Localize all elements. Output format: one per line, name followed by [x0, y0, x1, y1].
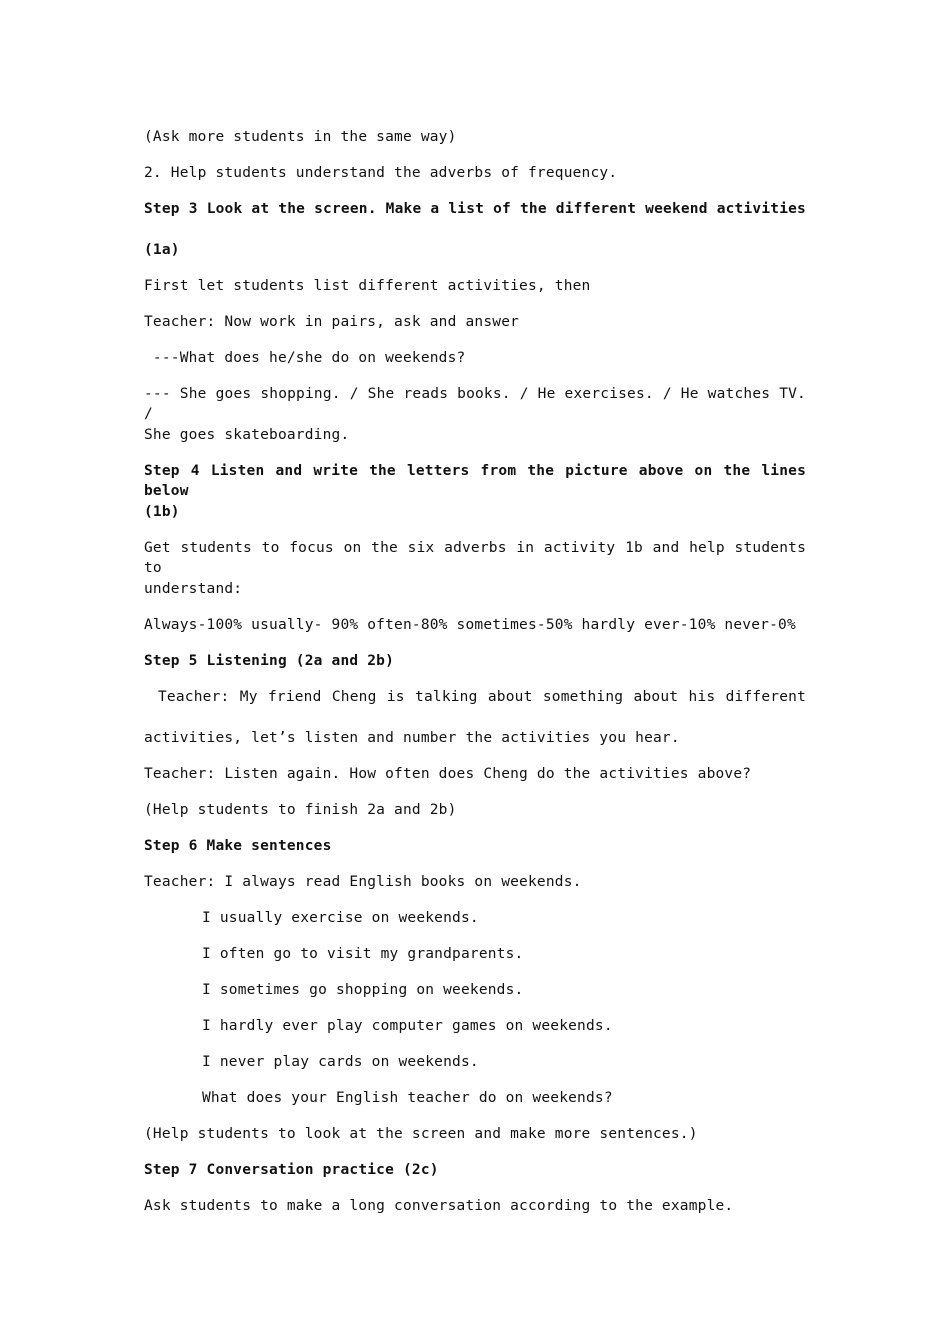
- step-heading: Step 5 Listening (2a and 2b): [144, 653, 395, 669]
- step-heading-cont: (1b): [144, 504, 180, 520]
- text-line: What does your English teacher do on weekends?: [202, 1090, 613, 1106]
- step-heading: Step 3 Look at the screen. Make a list of the different weekend activities: [144, 201, 806, 217]
- text-line: I usually exercise on weekends.: [202, 910, 479, 926]
- text-line: --- She goes shopping. / She reads books. / He exercises. / He watches TV. /: [144, 386, 806, 422]
- text-line: I sometimes go shopping on weekends.: [202, 982, 524, 998]
- text-line: Teacher: I always read English books on weekends.: [144, 874, 582, 890]
- text-line: Teacher: My friend Cheng is talking about something about his different: [158, 689, 806, 705]
- text-line: I hardly ever play computer games on weekends.: [202, 1018, 613, 1034]
- text-line: I often go to visit my grandparents.: [202, 946, 524, 962]
- text-line: understand:: [144, 581, 243, 597]
- text-line: I never play cards on weekends.: [202, 1054, 479, 1070]
- step-heading-cont: (1a): [144, 242, 180, 258]
- text-line: (Help students to finish 2a and 2b): [144, 802, 457, 818]
- text-line: 2. Help students understand the adverbs of frequency.: [144, 165, 618, 181]
- text-line: Teacher: Listen again. How often does Cheng do the activities above?: [144, 766, 752, 782]
- step-heading: Step 7 Conversation practice (2c): [144, 1162, 439, 1178]
- text-line: First let students list different activities, then: [144, 278, 591, 294]
- step-heading: Step 6 Make sentences: [144, 838, 332, 854]
- text-line: Ask students to make a long conversation according to the example.: [144, 1198, 734, 1214]
- text-line: Teacher: Now work in pairs, ask and answer: [144, 314, 520, 330]
- text-line: She goes skateboarding.: [144, 427, 350, 443]
- text-line: (Help students to look at the screen and make more sentences.): [144, 1126, 698, 1142]
- text-line: Always-100% usually- 90% often-80% sometimes-50% hardly ever-10% never-0%: [144, 617, 796, 633]
- text-line: (Ask more students in the same way): [144, 129, 457, 145]
- step-heading: Step 4 Listen and write the letters from the picture above on the lines below: [144, 463, 806, 499]
- text-line: activities, let’s listen and number the activities you hear.: [144, 730, 680, 746]
- text-line: Get students to focus on the six adverbs in activity 1b and help students to: [144, 540, 806, 576]
- text-line: ---What does he/she do on weekends?: [144, 350, 466, 366]
